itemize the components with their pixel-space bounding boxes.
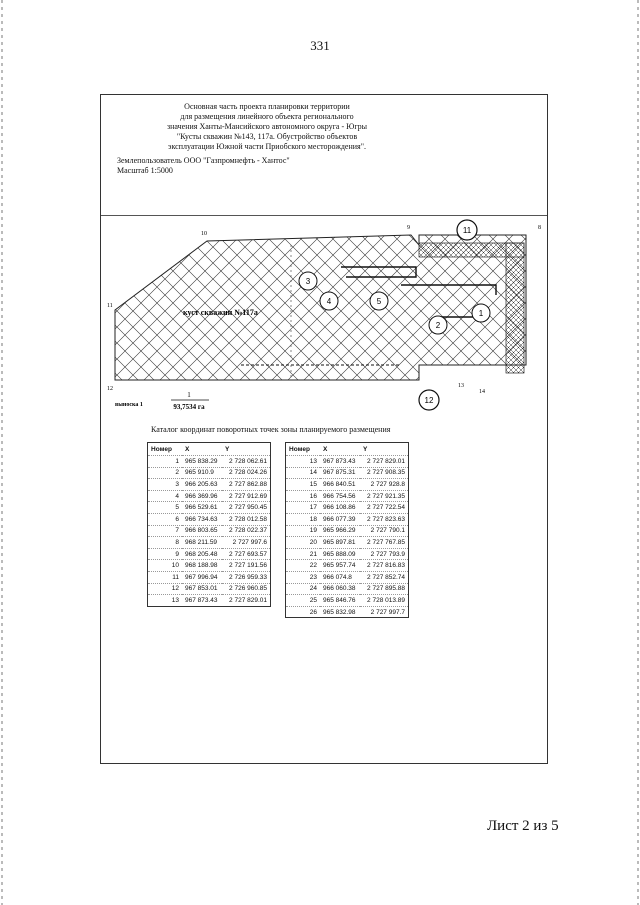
cell-y: 2 727 790.1 bbox=[360, 525, 409, 537]
object-label: куст скважин №117а bbox=[183, 308, 258, 317]
cell-x: 967 873.43 bbox=[320, 456, 360, 468]
title-line: эксплуатации Южной части Приобского месторождения". bbox=[168, 142, 366, 151]
cell-x: 965 888.09 bbox=[320, 548, 360, 560]
circle-label: 4 bbox=[326, 297, 332, 306]
cell-x: 966 369.96 bbox=[182, 490, 222, 502]
cell-x: 968 188.98 bbox=[182, 560, 222, 572]
table-row bbox=[148, 560, 271, 572]
cell-y: 2 728 012.58 bbox=[222, 513, 271, 525]
title-line: значения Ханты-Мансийского автономного округа - Югры bbox=[166, 122, 368, 131]
cell-y: 2 727 921.35 bbox=[360, 490, 409, 502]
cell-number: 3 bbox=[148, 479, 183, 491]
callout-number: 1 bbox=[187, 391, 191, 399]
cell-number: 6 bbox=[148, 513, 183, 525]
point-label: 11 bbox=[107, 303, 113, 309]
callout-area: 93,7534 га bbox=[173, 403, 205, 411]
header-x: X bbox=[323, 445, 328, 453]
cell-y: 2 726 959.33 bbox=[222, 571, 271, 583]
table-row bbox=[286, 595, 409, 607]
cell-x: 966 077.39 bbox=[320, 513, 360, 525]
cell-y: 2 727 829.01 bbox=[360, 456, 409, 468]
cell-number: 15 bbox=[286, 479, 321, 491]
title-line: Основная часть проекта планировки территории bbox=[184, 102, 350, 111]
cell-number: 22 bbox=[286, 560, 321, 572]
cell-number: 25 bbox=[286, 595, 321, 607]
point-label: 12 bbox=[107, 386, 113, 392]
table-row bbox=[286, 583, 409, 595]
cell-y: 2 727 852.74 bbox=[360, 571, 409, 583]
cell-number: 14 bbox=[286, 467, 321, 479]
cell-y: 2 727 693.57 bbox=[222, 548, 271, 560]
scan-left-edge bbox=[1, 0, 3, 905]
circle-label: 12 bbox=[424, 396, 434, 405]
cell-number: 17 bbox=[286, 502, 321, 514]
table-row bbox=[148, 525, 271, 537]
table-row bbox=[286, 479, 409, 491]
table-row bbox=[148, 513, 271, 525]
cell-number: 7 bbox=[148, 525, 183, 537]
cell-x: 966 108.86 bbox=[320, 502, 360, 514]
cell-y: 2 728 022.37 bbox=[222, 525, 271, 537]
cell-y: 2 727 767.85 bbox=[360, 537, 409, 549]
circle-marker bbox=[299, 272, 317, 290]
cell-y: 2 727 829.01 bbox=[222, 595, 271, 607]
cell-x: 967 873.43 bbox=[182, 595, 222, 607]
circle-label: 5 bbox=[376, 297, 382, 306]
cell-number: 4 bbox=[148, 490, 183, 502]
table-row bbox=[148, 467, 271, 479]
cell-x: 966 803.65 bbox=[182, 525, 222, 537]
callout-label: выноска 1 bbox=[115, 402, 143, 408]
cell-number: 18 bbox=[286, 513, 321, 525]
coordinates-right-body bbox=[286, 456, 409, 618]
land-user: Землепользователь ООО "Газпромнефть - Хантос" bbox=[117, 156, 290, 165]
table-header-row bbox=[148, 443, 271, 456]
table-row bbox=[286, 548, 409, 560]
cell-x: 965 846.76 bbox=[320, 595, 360, 607]
circle-marker bbox=[419, 390, 439, 410]
circle-marker bbox=[320, 292, 338, 310]
cell-x: 966 060.38 bbox=[320, 583, 360, 595]
header-number: Номер bbox=[289, 445, 310, 453]
cell-number: 5 bbox=[148, 502, 183, 514]
table-row bbox=[286, 525, 409, 537]
cell-x: 968 211.59 bbox=[182, 537, 222, 549]
sheet-label: Лист 2 из 5 bbox=[487, 818, 559, 834]
table-row bbox=[286, 606, 409, 618]
table-row bbox=[286, 490, 409, 502]
cell-x: 965 957.74 bbox=[320, 560, 360, 572]
cell-y: 2 726 960.85 bbox=[222, 583, 271, 595]
cell-number: 16 bbox=[286, 490, 321, 502]
dense-strip-right bbox=[506, 243, 524, 373]
cell-number: 11 bbox=[148, 571, 183, 583]
circle-marker bbox=[457, 220, 477, 240]
title-line: для размещения линейного объекта регионального bbox=[180, 112, 354, 121]
circle-label: 11 bbox=[462, 226, 472, 235]
cell-number: 10 bbox=[148, 560, 183, 572]
cell-x: 965 966.29 bbox=[320, 525, 360, 537]
table-row bbox=[148, 479, 271, 491]
cell-x: 965 832.98 bbox=[320, 606, 360, 618]
table-row bbox=[286, 560, 409, 572]
table-row bbox=[286, 571, 409, 583]
cell-y: 2 727 950.45 bbox=[222, 502, 271, 514]
point-label: 13 bbox=[458, 383, 464, 389]
coordinates-table-left bbox=[147, 442, 271, 607]
cell-y: 2 727 823.63 bbox=[360, 513, 409, 525]
cell-x: 965 838.29 bbox=[182, 456, 222, 468]
cell-number: 9 bbox=[148, 548, 183, 560]
table-row bbox=[286, 502, 409, 514]
table-row bbox=[148, 548, 271, 560]
table-row bbox=[148, 571, 271, 583]
point-label: 8 bbox=[538, 225, 541, 231]
page-number: 331 bbox=[310, 38, 330, 53]
point-label: 10 bbox=[201, 231, 207, 237]
cell-y: 2 727 908.35 bbox=[360, 467, 409, 479]
cell-x: 966 529.61 bbox=[182, 502, 222, 514]
cell-number: 21 bbox=[286, 548, 321, 560]
cell-y: 2 727 997.7 bbox=[360, 606, 409, 618]
cell-number: 13 bbox=[286, 456, 321, 468]
cell-y: 2 727 816.83 bbox=[360, 560, 409, 572]
header-number: Номер bbox=[151, 445, 172, 453]
table-row bbox=[286, 467, 409, 479]
cell-y: 2 727 191.56 bbox=[222, 560, 271, 572]
circle-label: 1 bbox=[478, 309, 484, 318]
cell-y: 2 728 013.89 bbox=[360, 595, 409, 607]
circle-marker bbox=[429, 316, 447, 334]
table-row bbox=[148, 490, 271, 502]
cell-y: 2 728 024.26 bbox=[222, 467, 271, 479]
cell-x: 967 853.01 bbox=[182, 583, 222, 595]
table-row bbox=[148, 595, 271, 607]
cell-y: 2 727 895.88 bbox=[360, 583, 409, 595]
cell-y: 2 727 912.69 bbox=[222, 490, 271, 502]
cell-number: 13 bbox=[148, 595, 183, 607]
point-label: 9 bbox=[407, 225, 410, 231]
map-area bbox=[101, 215, 549, 415]
circle-label: 2 bbox=[435, 321, 441, 330]
cell-number: 1 bbox=[148, 456, 183, 468]
cell-x: 966 074.8 bbox=[320, 571, 360, 583]
header-x: X bbox=[185, 445, 190, 453]
cell-number: 12 bbox=[148, 583, 183, 595]
cell-x: 968 205.48 bbox=[182, 548, 222, 560]
cell-x: 966 840.51 bbox=[320, 479, 360, 491]
title-block bbox=[117, 102, 417, 176]
point-label: 14 bbox=[479, 389, 485, 395]
cell-number: 24 bbox=[286, 583, 321, 595]
cell-x: 966 205.63 bbox=[182, 479, 222, 491]
table-row bbox=[148, 583, 271, 595]
header-y: Y bbox=[363, 445, 368, 453]
cell-x: 966 754.56 bbox=[320, 490, 360, 502]
circle-marker bbox=[370, 292, 388, 310]
title-line: "Кусты скважин №143, 117а. Обустройство объектов bbox=[176, 132, 358, 141]
table-row bbox=[286, 513, 409, 525]
cell-number: 23 bbox=[286, 571, 321, 583]
table-row bbox=[148, 456, 271, 468]
cell-number: 19 bbox=[286, 525, 321, 537]
sheet-frame bbox=[100, 94, 548, 764]
table-row bbox=[148, 502, 271, 514]
cell-x: 965 910.9 bbox=[182, 467, 222, 479]
coordinates-left-body bbox=[148, 456, 271, 607]
scan-right-edge bbox=[637, 0, 639, 905]
cell-number: 2 bbox=[148, 467, 183, 479]
cell-number: 8 bbox=[148, 537, 183, 549]
cell-number: 26 bbox=[286, 606, 321, 618]
cell-number: 20 bbox=[286, 537, 321, 549]
cell-x: 965 897.81 bbox=[320, 537, 360, 549]
table-header-row bbox=[286, 443, 409, 456]
cell-y: 2 727 862.88 bbox=[222, 479, 271, 491]
table-row bbox=[286, 456, 409, 468]
coordinates-table-right bbox=[285, 442, 409, 618]
cell-y: 2 727 722.54 bbox=[360, 502, 409, 514]
cell-x: 966 734.63 bbox=[182, 513, 222, 525]
cell-x: 967 996.94 bbox=[182, 571, 222, 583]
cell-y: 2 727 997.6 bbox=[222, 537, 271, 549]
cell-y: 2 727 793.9 bbox=[360, 548, 409, 560]
cell-x: 967 875.31 bbox=[320, 467, 360, 479]
catalog-title: Каталог координат поворотных точек зоны планируемого размещения bbox=[151, 425, 391, 434]
circle-label: 3 bbox=[305, 277, 311, 286]
table-row bbox=[148, 537, 271, 549]
scale-label: Масштаб 1:5000 bbox=[117, 166, 173, 175]
table-row bbox=[286, 537, 409, 549]
header-y: Y bbox=[225, 445, 230, 453]
circle-marker bbox=[472, 304, 490, 322]
site-plan-map bbox=[101, 215, 549, 415]
cell-y: 2 727 928.8 bbox=[360, 479, 409, 491]
cell-y: 2 728 062.61 bbox=[222, 456, 271, 468]
